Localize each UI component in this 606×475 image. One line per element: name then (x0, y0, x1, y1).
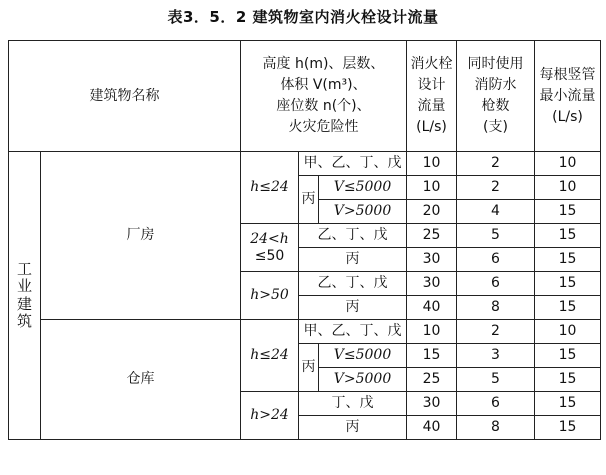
params-header (241, 41, 407, 152)
factory-h1-class-1: 甲、乙、丁、戊 (299, 152, 407, 176)
min-flow-cell: 15 (535, 248, 601, 272)
header-row (9, 41, 601, 152)
guns-cell: 3 (457, 344, 535, 368)
header-line: 同时使用 (467, 56, 524, 72)
warehouse-h1-class-1: 甲、乙、丁、戊 (299, 320, 407, 344)
header-line: 枪数 (481, 98, 510, 114)
design-flow-cell: 25 (407, 368, 457, 392)
params-line: 火灾危险性 (288, 119, 359, 135)
min-flow-cell: 10 (535, 176, 601, 200)
header-line: 消防水 (474, 77, 517, 93)
factory-bing-label: 丙 (299, 176, 319, 224)
guns-cell: 2 (457, 320, 535, 344)
min-flow-cell: 15 (535, 224, 601, 248)
min-flow-cell: 15 (535, 392, 601, 416)
params-line: 座位数 n(个)、 (276, 98, 371, 114)
fire-hydrant-flow-table (8, 40, 601, 440)
factory-height-2 (241, 224, 299, 272)
warehouse-h2-class-2: 丙 (299, 416, 407, 440)
warehouse-height-2: h>24 (241, 392, 299, 440)
height-line: ≤50 (254, 247, 285, 264)
design-flow-cell: 10 (407, 152, 457, 176)
design-flow-cell: 25 (407, 224, 457, 248)
guns-cell: 8 (457, 296, 535, 320)
design-flow-cell: 30 (407, 272, 457, 296)
factory-label: 厂房 (41, 152, 241, 320)
factory-h3-class-1: 乙、丁、戊 (299, 272, 407, 296)
guns-cell: 2 (457, 176, 535, 200)
table-row (9, 320, 601, 344)
guns-cell: 6 (457, 392, 535, 416)
guns-cell: 6 (457, 248, 535, 272)
header-line: 每根竖管 (539, 66, 596, 83)
min-flow-cell: 15 (535, 416, 601, 440)
design-flow-cell: 10 (407, 320, 457, 344)
factory-height-3: h>50 (241, 272, 299, 320)
min-flow-cell: 15 (535, 344, 601, 368)
min-flow-cell: 15 (535, 200, 601, 224)
warehouse-bing-label: 丙 (299, 344, 319, 392)
header-line: (L/s) (552, 108, 583, 125)
min-flow-cell: 10 (535, 152, 601, 176)
header-line: 流量 (417, 98, 446, 114)
params-line: 体积 V(m³)、 (280, 77, 367, 93)
design-flow-cell: 30 (407, 248, 457, 272)
category-char: 业 (16, 277, 32, 296)
factory-h2-class-2: 丙 (299, 248, 407, 272)
factory-volume-gt: V>5000 (319, 200, 407, 224)
design-flow-cell: 20 (407, 200, 457, 224)
design-flow-header (407, 41, 457, 152)
simultaneous-guns-header (457, 41, 535, 152)
design-flow-cell: 15 (407, 344, 457, 368)
height-line: 24<h (250, 231, 289, 248)
min-flow-cell: 15 (535, 296, 601, 320)
min-flow-header (535, 41, 601, 152)
min-flow-cell: 15 (535, 272, 601, 296)
warehouse-label: 仓库 (41, 320, 241, 440)
guns-cell: 5 (457, 368, 535, 392)
design-flow-cell: 30 (407, 392, 457, 416)
building-name-header (9, 41, 241, 152)
category-char: 建 (16, 294, 32, 313)
category-char: 筑 (16, 311, 32, 330)
header-line: (支) (483, 119, 508, 135)
table-title: 表3．5．2 建筑物室内消火栓设计流量 (167, 8, 439, 26)
factory-height-1: h≤24 (241, 152, 299, 224)
params-line: 高度 h(m)、层数、 (262, 56, 385, 72)
warehouse-volume-gt: V>5000 (319, 368, 407, 392)
guns-cell: 5 (457, 224, 535, 248)
design-flow-cell: 10 (407, 176, 457, 200)
min-flow-cell: 10 (535, 320, 601, 344)
category-char: 工 (16, 260, 32, 278)
warehouse-height-1: h≤24 (241, 320, 299, 392)
warehouse-volume-le: V≤5000 (319, 344, 407, 368)
building-name-label: 建筑物名称 (89, 87, 160, 104)
guns-cell: 4 (457, 200, 535, 224)
factory-h3-class-2: 丙 (299, 296, 407, 320)
warehouse-h2-class-1: 丁、戊 (299, 392, 407, 416)
design-flow-cell: 40 (407, 296, 457, 320)
header-line: 最小流量 (539, 87, 596, 104)
header-line: 设计 (417, 77, 446, 93)
guns-cell: 2 (457, 152, 535, 176)
design-flow-cell: 40 (407, 416, 457, 440)
factory-h2-class-1: 乙、丁、戊 (299, 224, 407, 248)
table-row (9, 152, 601, 176)
header-line: 消火栓 (410, 56, 453, 72)
guns-cell: 8 (457, 416, 535, 440)
min-flow-cell: 15 (535, 368, 601, 392)
guns-cell: 6 (457, 272, 535, 296)
category-cell (9, 152, 41, 440)
factory-volume-le: V≤5000 (319, 176, 407, 200)
header-line: (L/s) (416, 119, 447, 135)
